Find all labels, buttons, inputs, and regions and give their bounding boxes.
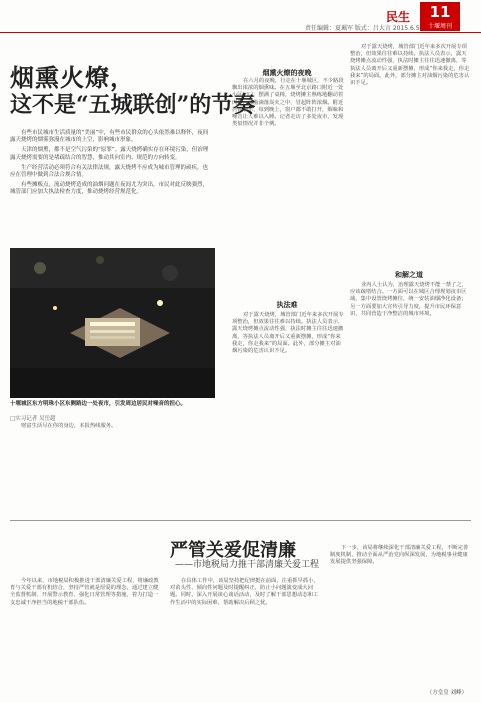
lead-paragraph: 生产经营活动必须符合有关法律法规，露天烧烤不应成为城市管理的顽疾，也应在管理中做到合法合规合情。: [10, 164, 209, 179]
editor-credits: 责任编辑：夏珮军 版式：吕大言 2015.6.5: [305, 25, 420, 32]
lead-paragraph: 有些市民城市生活质量的“美丽”中，有些市民群众的心头依然难以释怀，夜间露天烧烤的烟雾弥漫在城市的上空，影响城市形象。: [10, 130, 209, 144]
photo-caption: 十堰城区东方明珠小区东侧路边一处夜市，引发周边居民对噪音的担心。: [10, 401, 187, 407]
article2-column: [10, 578, 160, 607]
ad-text: [10, 423, 215, 430]
lead-paragraph: 有些摊贩点，流动烧烤造成的油烟问题在夜间尤为突出，市民对此反映强烈，城管部门应加大执法检查力度，推动烧烤经营规范化。: [10, 182, 209, 196]
column-text: 对于露天烧烤，城管部门近年来多次开展专项整治，但效果往往难以持续。执法人员表示，露天烧烤摊点流动性强，执法时摊主往往迅速撤离，等执法人员离开后又重新摆摊，形成“你来我走，你走我来”的局面。此外，部分摊主对油烟污染的危害认识不足。: [350, 44, 470, 87]
news-photo: [10, 248, 215, 398]
page-subtitle: 十堰周刊: [420, 22, 460, 31]
section-title: 民生: [386, 10, 411, 24]
article2-subtitle: ——市地税局力推干部清廉关爱工程: [175, 560, 320, 570]
article2-signature: （方皇皇 刘峰）: [426, 690, 467, 696]
article-column: [232, 78, 344, 128]
section-subhead: 和解之道: [395, 271, 423, 279]
article-lead: [10, 130, 210, 200]
column-text: 对于露天烧烤，城管部门近年来多次开展专项整治，但效果往往难以持续。执法人员表示，露天烧烤摊点流动性强，执法时摊主往往迅速撤离，等执法人员离开后又重新摆摊，形成“你来我走，你走我来”的局面。此外，部分摊主对油烟污染的危害认识不足。: [232, 312, 344, 355]
section-divider: [10, 520, 471, 521]
column-text: 在具体工作中，该局坚持把纪律挺在前面，注重抓早抓小，对苗头性、倾向性问题及时提醒纠正，防止小问题演变成大问题。同时，深入开展谈心谈话活动，及时了解干部思想动态和工作生活中的实际困难，帮助解决后顾之忧。: [170, 578, 319, 606]
column-text: 在六月的夜晚，行走在十堰城区，不少路段飘出浓浓的烟熏味。在五堰至北京路口附近一处小区门口，摆满了桌椅，烧烤摊主熟练地翻动着肉串，油脂滴落炭火之中，冒起阵阵浓烟。附近居民表示，每到晚上，窗户都不敢打开，烟味和噪音让人难以入睡。记者走访了多处夜市，发现类似情况并非个例。: [232, 78, 344, 128]
page-number: 11: [420, 2, 460, 22]
article-title-line2: 这不是“五城联创”的节奏: [10, 92, 256, 118]
lead-paragraph: 天津的烟熏，都不是空气污染的“原罪”。露天烧烤确实存在环境污染，但治理露天烧烤需要的是堵疏结合的智慧，推动其向室内、规范的方向转变。: [10, 147, 209, 161]
article2-title: 严管关爱促清廉: [170, 540, 296, 561]
article2-column: [170, 578, 320, 607]
article-column: [350, 282, 470, 318]
article-column: [350, 44, 470, 87]
photo-credit: □实习记者 吴岳超: [10, 416, 56, 422]
section-subhead: 烟熏火燎的夜晚: [262, 69, 312, 77]
column-text: 今年以来，市地税局积极推进干部清廉关爱工程，将廉政教育与关爱干部有机结合，坚持严管就是厚爱的理念，通过建立健全监督机制、开展警示教育、强化日常管理等措施，着力打造一支忠诚干净担当的地税干部队伍。: [10, 578, 159, 606]
column-text: 下一步，该局将继续深化干部清廉关爱工程，不断完善制度机制，推动全面从严治党向纵深发展，为地税事业健康发展提供坚强保障。: [330, 545, 469, 566]
article-column: [232, 312, 344, 355]
ad-line: 财富生活尽在你的身边，本报热线服务。: [21, 423, 117, 429]
section-subhead: 执法难: [276, 301, 298, 309]
night-market-image: [10, 248, 215, 398]
article2-column: [330, 545, 470, 567]
page-header: [0, 0, 481, 34]
article-title-line1: 烟熏火燎，: [10, 63, 135, 92]
column-text: 业内人士认为，治理露天烧烤不能一禁了之，应该疏堵结合。一方面可以在城区合理规划夜市区域，集中设置烧烤摊位，统一安装油烟净化设备；另一方面要加大宣传引导力度，提升市民环保意识，共同营造干净整洁的城市环境。: [350, 282, 467, 317]
header-rule: [0, 32, 481, 33]
